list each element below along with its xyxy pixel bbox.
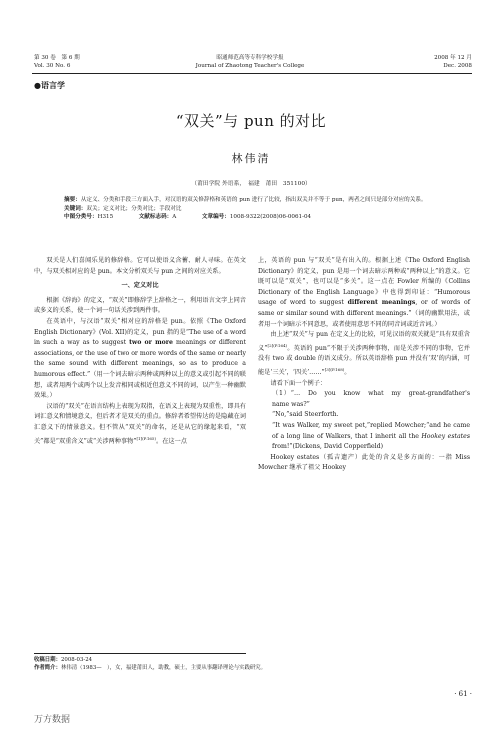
paragraph-example-intro: 请看下面一个例子： xyxy=(270,379,327,387)
keywords xyxy=(64,205,440,214)
volume-issue-en: Vol. 30 No. 6 xyxy=(34,62,71,69)
emphasis-two-or-more: two or more xyxy=(129,339,173,347)
clc-label: 中图分类号： xyxy=(64,214,98,221)
paragraph-comparison: 由上述“双关”与 pun 在定义上的比较，可见汉语的双关就是“具有双重含义”$^{[2](P.164)}$。英语的 pun“不限于关涉两种事物，而是关涉不同的事物，它并没有 two 或 double 的语义成分。所以英语辞格 pun 并没有‘双’的内涵，可能是‘三关’，‘四关’……”$^{[3](P.168)}$。 xyxy=(258,331,470,377)
keywords-text: 双关；定义对比；分类对比；手段对比 xyxy=(86,205,182,212)
paragraph-cihai-definition: 根据《辞海》的定义，“双关”即修辞学上辞格之一，利用语言文字上同音或多义的关系，使一个词一句话关涉到两件事。 xyxy=(34,296,246,315)
body-left-column xyxy=(34,256,246,447)
issue-date-en: Dec. 2008 xyxy=(443,62,472,69)
abstract-block xyxy=(64,196,440,222)
paragraph-chinese-pun: 汉语的“双关”在语言结构上表现为双指，在语义上表现为双重性，即具有词汇意义和情境意义，但后者才是双关的重点。修辞者希望传达的是隐藏在词汇意义下的情景意义。但不管从“双关”的命名，还是从它的缘起来看，“双关”都是“双重含义”或“关涉两种事物”$^{[1](P.165)}$。在这一点 xyxy=(34,402,246,445)
example-line-2: “No,”said Steerforth. xyxy=(272,411,339,419)
doc-code-label: 文献标志码： xyxy=(138,214,173,221)
abstract xyxy=(64,196,440,205)
emphasis-hookey-estates: Hookey estates xyxy=(421,432,470,440)
paragraph-intro: 双关是人们喜闻乐见的修辞格。它可以使语义含蓄、耐人寻味。在英文中，与双关相对应的是 pun。本文分析双关与 pun 之间的对应关系。 xyxy=(34,257,246,275)
received-date: 收稿日期：2008-03-24 xyxy=(34,657,93,663)
author-bio: 作者简介：林伟清（1983— ），女，福建莆田人，助教，硕士，主要从事翻译理论与实践研究。 xyxy=(34,665,267,671)
header-rule xyxy=(32,73,472,74)
author-affiliation: （莆田学院 外语系， 福建 莆田 351100） xyxy=(191,181,311,187)
journal-name: 昭通师范高等专科学校学报 xyxy=(216,55,284,61)
article-number-label: 文章编号： xyxy=(201,214,230,221)
example-line-3: “It was Walker, my sweet pet,”replied Mowcher;“and he came of a long line of Walkers, that I inherit all the Hookey estates from!”(Dickens, David Copperfield) xyxy=(272,422,470,451)
issue-date: 2008 年 12 月 xyxy=(434,55,472,61)
classification-line xyxy=(64,213,440,222)
author-name: 林伟清 xyxy=(231,152,271,165)
paragraph-oxford-definition: 在英语中，与汉语“双关”相对应的辞格是 pun。依照《The Oxford English Dictionary》(Vol. XII)的定义，pun 指的是“The use of a word in such a way as to suggest two or more meanings or different associations, or the use of two or more words of the same or nearly the same sound with different meanings, so as to produce a humorous effect.”（用一个词去暗示两种或两种以上的意义或引起不同的联想，或者用两个或两个以上发音相同或相近但意义不同的词，以产生一种幽默效果。） xyxy=(34,317,246,400)
paragraph-hookey-analysis: Hookey estates（孤吉遗产）此处的含义是多方面的：一指 Miss Mowcher 继承了祖父 Hookey xyxy=(258,453,470,472)
doc-code-value: A xyxy=(172,214,177,221)
emphasis-different-meanings: different meanings xyxy=(347,299,416,307)
clc-value: H315 xyxy=(97,214,114,221)
journal-header-right xyxy=(380,55,472,70)
footnote-rule xyxy=(34,653,246,654)
citation: [1](P.165) xyxy=(136,435,157,441)
example-line-1: （1）“… Do you know what my great-grandfather's name was?” xyxy=(272,390,470,408)
watermark: 万方数据 xyxy=(34,715,71,725)
body-right-column xyxy=(258,256,470,474)
volume-issue: 第 30 卷 第 6 期 xyxy=(34,55,80,61)
journal-header-left xyxy=(34,55,154,70)
citation: [3](P.168) xyxy=(324,367,345,372)
keywords-label: 关键词： xyxy=(64,205,87,212)
article-number-value: 1008-9322(2008)06-0061-04 xyxy=(229,214,312,221)
paragraph-fowler: 上，英语的 pun 与“双关”是有出入的。根据上述《The Oxford English Dictionary》的定义，pun 是用一个词去暗示两种或“两种以上”的意义。它既可以是“双关”，也可以是“多关”。这一点在 Fowler 所编的《Collins Dictionary of the English Language》中也得到印证：“Humorous usage of word to suggest different meanings, or of words of same or similar sound with different meanings.”（词的幽默用法，或者用一个词暗示不同意思，或者使用意思不同的同音词或近音词。） xyxy=(258,257,470,328)
article-title: “双关”与 pun 的对比 xyxy=(175,112,327,130)
section-tag: ●语言学 xyxy=(34,80,65,90)
journal-header-center xyxy=(160,55,340,70)
page-number: · 61 · xyxy=(454,690,472,698)
citation: [2](P.164) xyxy=(267,342,288,348)
abstract-text: 从定义、分类和手段三方面入手，对汉语的双关修辞格和英语的 pun 进行了比较，指出双关并不等于 pun，两者之间只是部分对应的关系。 xyxy=(80,197,427,203)
abstract-label: 摘要： xyxy=(64,197,81,203)
section-heading-definition: 一、定义对比 xyxy=(121,282,159,290)
footnotes xyxy=(34,656,474,672)
journal-name-en: Journal of Zhaotong Teacher's College xyxy=(195,62,305,69)
